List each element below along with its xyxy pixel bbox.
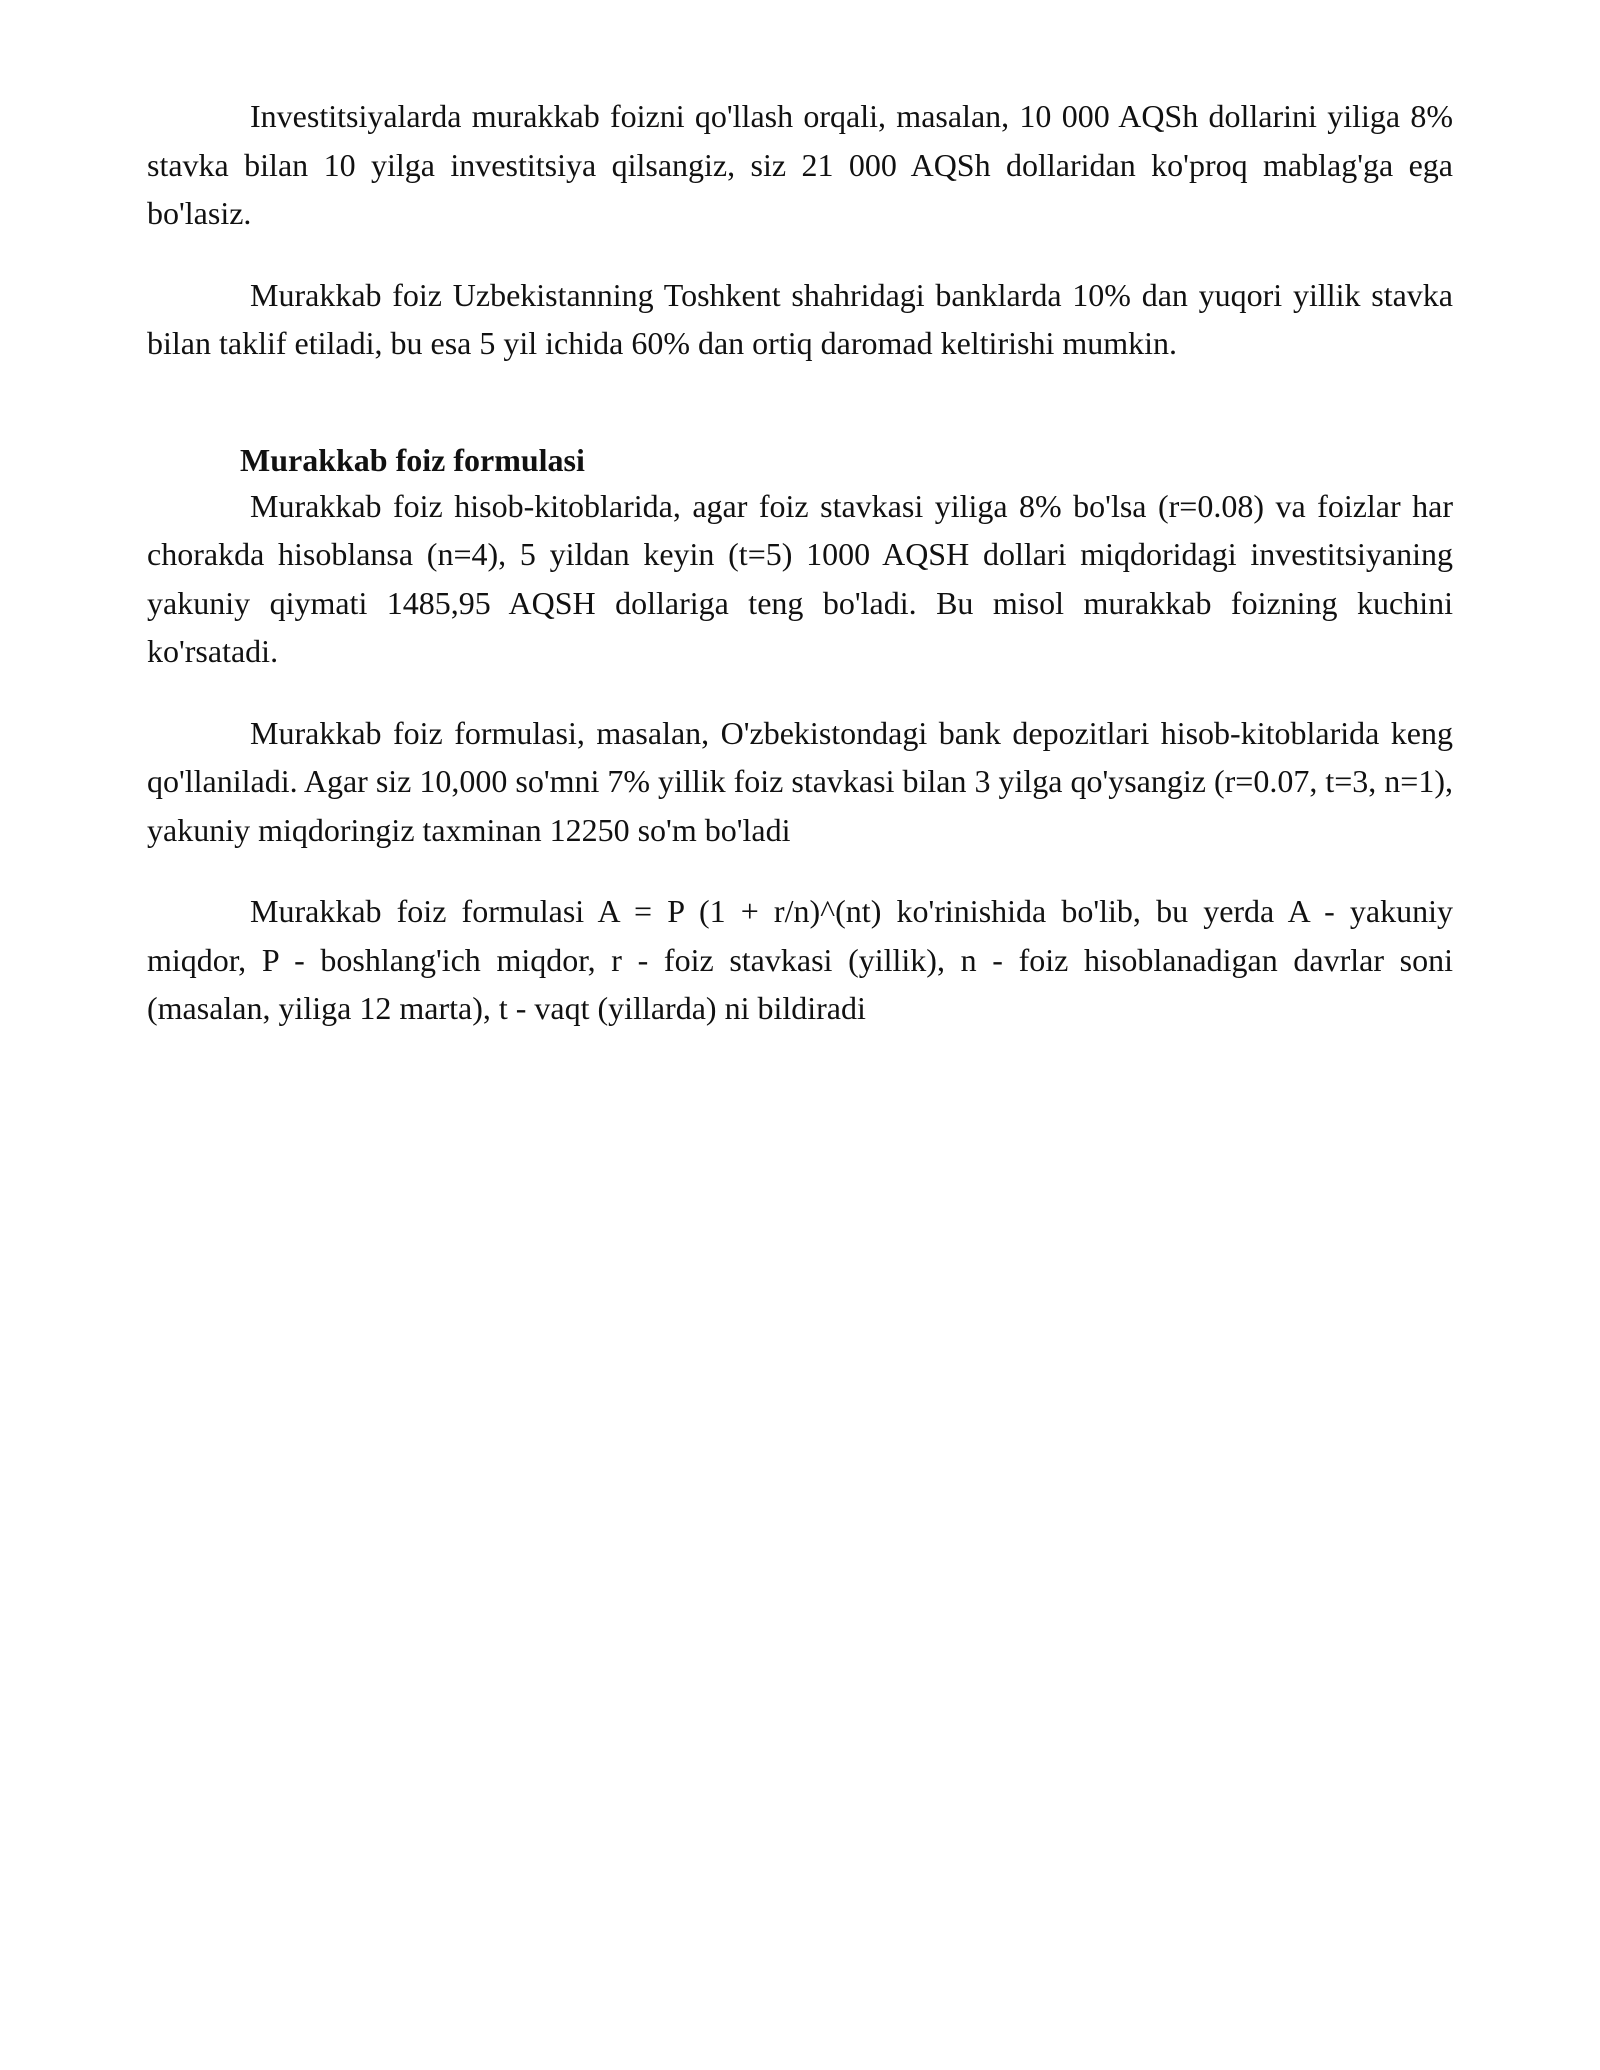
paragraph-investment-example: Investitsiyalarda murakkab foizni qo'llash orqali, masalan, 10 000 AQSh dollarini yiliga 8% stavka bilan 10 yilga investitsiya qilsangiz, siz 21 000 AQSh dollaridan ko'proq mablag'ga ega bo'lasiz. xyxy=(147,98,1453,231)
paragraph-tashkent-banks: Murakkab foiz Uzbekistanning Toshkent shahridagi banklarda 10% dan yuqori yillik stavka bilan taklif etiladi, bu esa 5 yil ichida 60% dan ortiq daromad keltirishi mumkin. xyxy=(147,276,1453,361)
document-page xyxy=(147,92,1453,1033)
paragraph-quarterly-example: Murakkab foiz hisob-kitoblarida, agar foiz stavkasi yiliga 8% bo'lsa (r=0.08) va foizlar har chorakda hisoblansa (n=4), 5 yildan keyin (t=5) 1000 AQSH dollari miqdoridagi investitsiyaning yakuniy qiymati 1485,95 AQSH dollariga teng bo'ladi. Bu misol murakkab foizning kuchini ko'rsatadi. xyxy=(147,487,1453,669)
paragraph-uzbek-deposits: Murakkab foiz formulasi, masalan, O'zbekistondagi bank depozitlari hisob-kitoblarida keng qo'llaniladi. Agar siz 10,000 so'mni 7% yillik foiz stavkasi bilan 3 yilga qo'ysangiz (r=0.07, t=3, n=1), yakuniy miqdoringiz taxminan 12250 so'm bo'ladi xyxy=(147,714,1453,848)
paragraph-formula-definition: Murakkab foiz formulasi A = P (1 + r/n)^(nt) ko'rinishida bo'lib, bu yerda A - yakuniy miqdor, P - boshlang'ich miqdor, r - foiz stavkasi (yillik), n - foiz hisoblanadigan davrlar soni (masalan, yiliga 12 marta), t - vaqt (yillarda) ni bildiradi xyxy=(147,893,1453,1026)
section-heading: Murakkab foiz formulasi xyxy=(240,441,585,478)
